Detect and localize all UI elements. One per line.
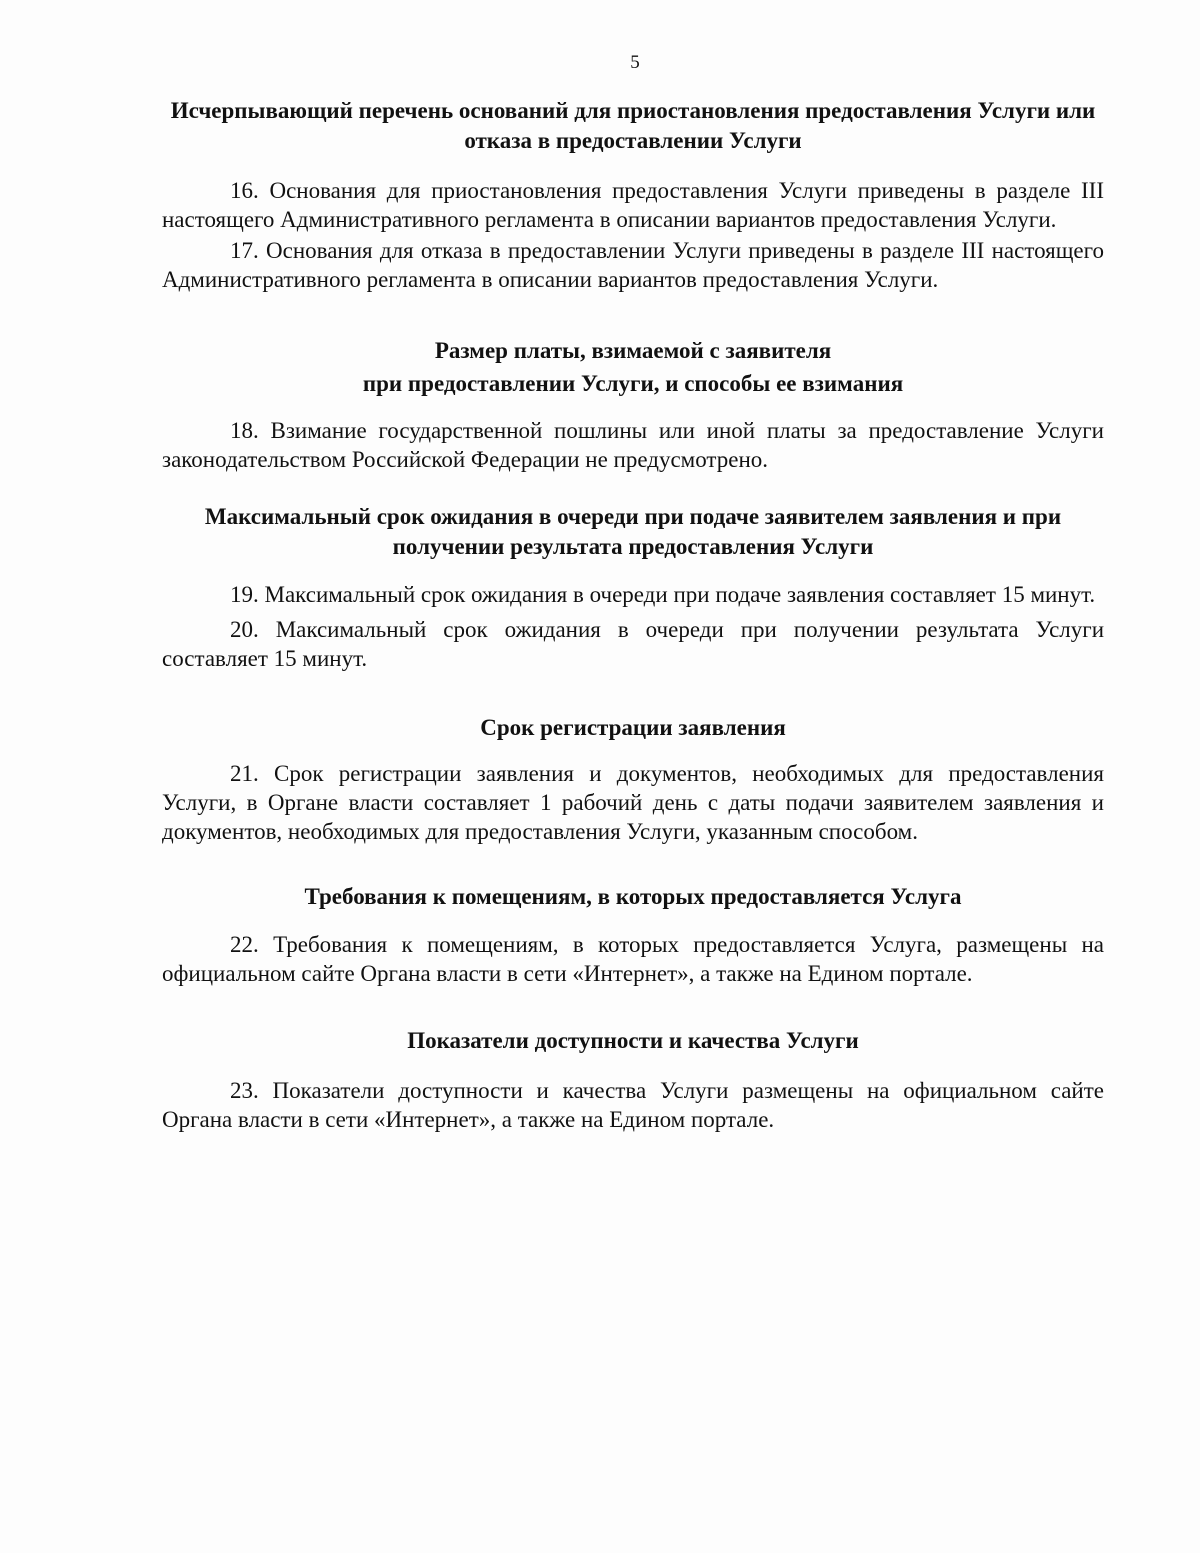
section-heading-line-1: Размер платы, взимаемой с заявителя [434, 338, 832, 363]
paragraph-22: 22. Требования к помещениям, в которых предоставляется Услуга, размещены на официальном сайте Органа власти в сети «Интернет», а также на Едином портале. [162, 932, 1104, 986]
section-fee [162, 334, 1104, 474]
document-body [162, 96, 1104, 1134]
section-accessibility-quality [162, 1026, 1104, 1134]
section-heading: Требования к помещениям, в которых предоставляется Услуга [304, 884, 962, 909]
paragraph-16: 16. Основания для приостановления предоставления Услуги приведены в разделе III настоящего Административного регламента в описании вариантов предоставления Услуги. [162, 178, 1104, 232]
paragraph-20: 20. Максимальный срок ожидания в очереди при получении результата Услуги составляет 15 минут. [162, 617, 1104, 671]
section-suspension-refusal-grounds [162, 96, 1104, 294]
paragraph-21: 21. Срок регистрации заявления и документов, необходимых для предоставления Услуги, в Органе власти составляет 1 рабочий день с даты подачи заявителем заявления и документов, необходимых для предоставления Услуги, указанным способом. [162, 761, 1104, 844]
paragraph-18: 18. Взимание государственной пошлины или иной платы за предоставление Услуги законодательством Российской Федерации не предусмотрено. [162, 418, 1104, 472]
section-heading: Максимальный срок ожидания в очереди при подаче заявителем заявления и при получении результата предоставления Услуги [204, 504, 1062, 559]
section-heading: Показатели доступности и качества Услуги [407, 1028, 859, 1053]
section-heading-line-2: при предоставлении Услуги, и способы ее взимания [362, 371, 904, 396]
paragraph-17: 17. Основания для отказа в предоставлении Услуги приведены в разделе III настоящего Административного регламента в описании вариантов предоставления Услуги. [162, 238, 1104, 292]
page-number: 5 [630, 52, 640, 73]
section-heading: Срок регистрации заявления [480, 715, 786, 740]
section-heading: Исчерпывающий перечень оснований для приостановления предоставления Услуги или отказа в предоставлении Услуги [170, 98, 1096, 153]
paragraph-19: 19. Максимальный срок ожидания в очереди при подаче заявления составляет 15 минут. [230, 582, 1096, 607]
section-premises-requirements [162, 882, 1104, 988]
section-queue-waiting-time [162, 502, 1104, 673]
section-registration-term [162, 713, 1104, 846]
paragraph-23: 23. Показатели доступности и качества Услуги размещены на официальном сайте Органа власти в сети «Интернет», а также на Едином портале. [162, 1078, 1104, 1132]
